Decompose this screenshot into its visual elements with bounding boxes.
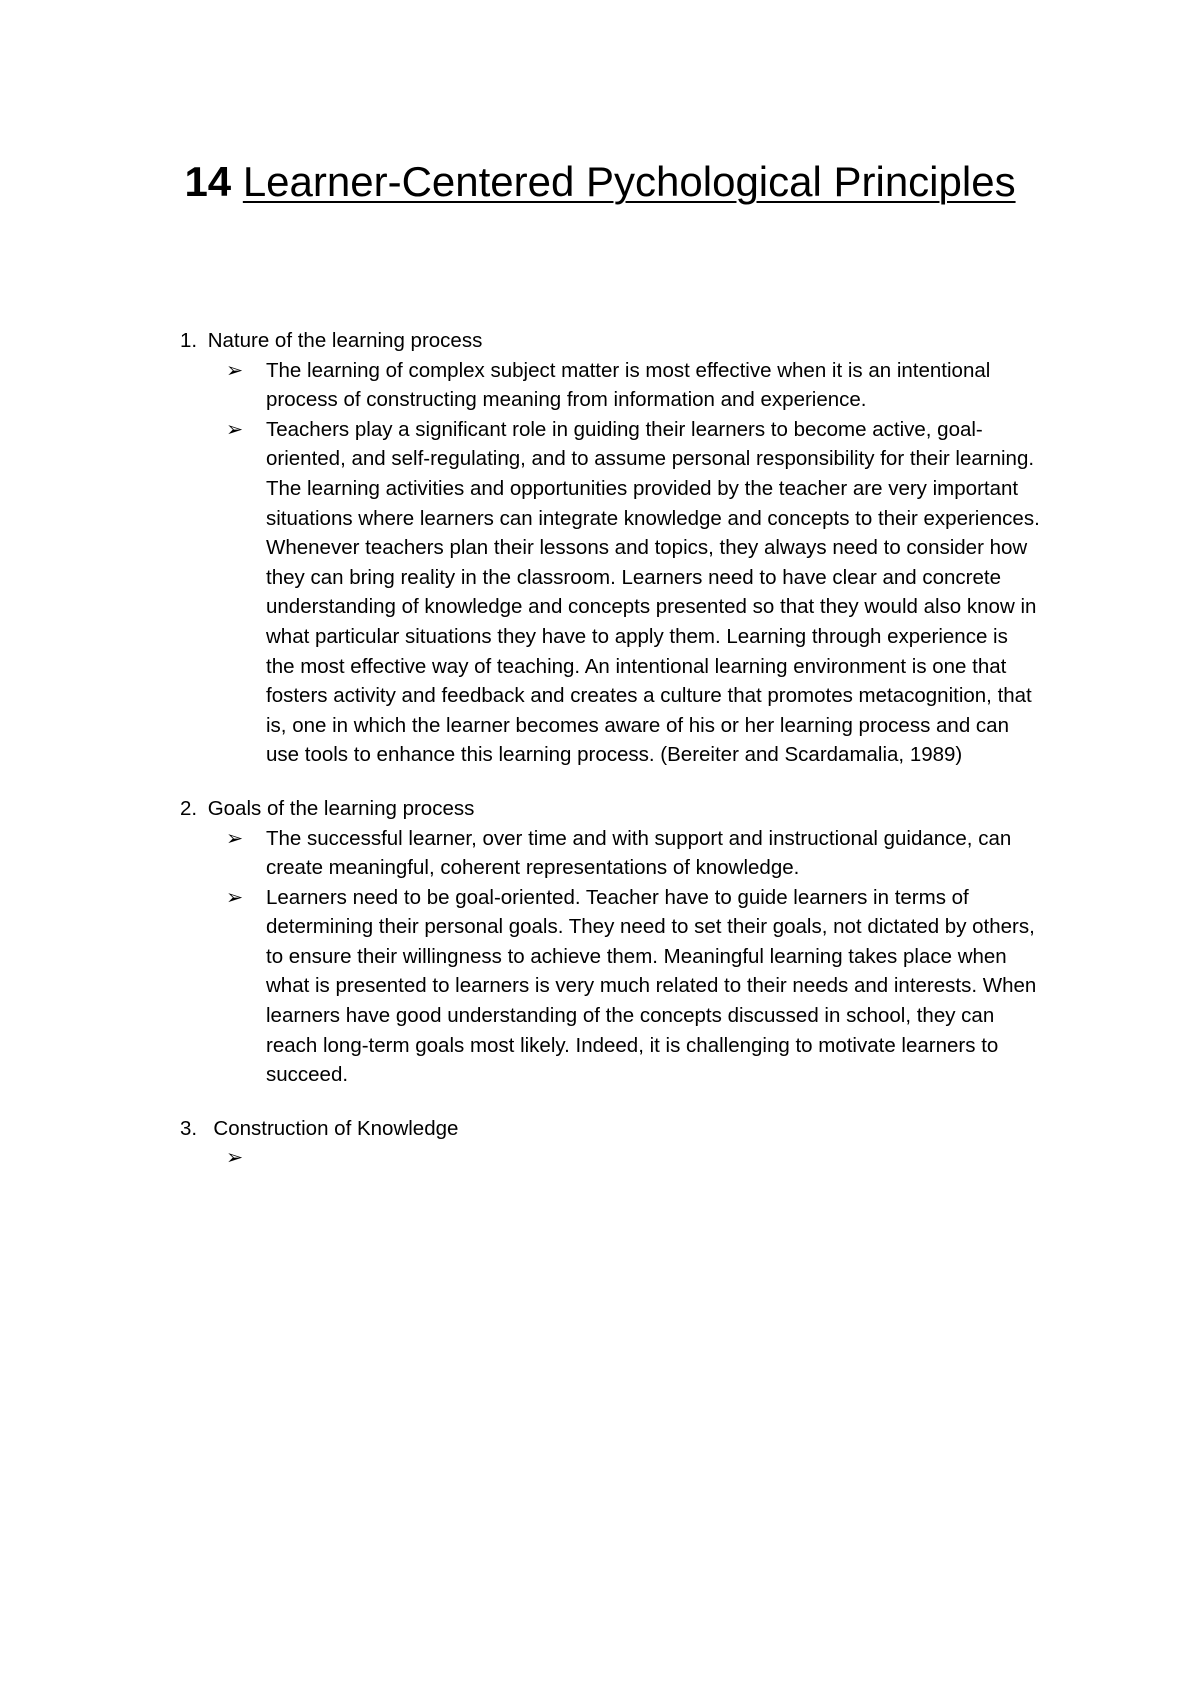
list-item: [180, 824, 1040, 883]
list-item: [180, 883, 1040, 1090]
section-construction-of-knowledge: [180, 1114, 1040, 1173]
list-item: [180, 1143, 1040, 1173]
bullet-text: [266, 1143, 1040, 1173]
arrowhead-bullet-icon: ➢: [226, 885, 244, 909]
arrowhead-bullet-icon: ➢: [226, 358, 244, 382]
section-title: Construction of Knowledge: [213, 1116, 459, 1140]
section-number: 1.: [180, 329, 198, 352]
section-number: 3.: [180, 1116, 198, 1140]
section-heading: [180, 794, 1040, 824]
list-item: [180, 356, 1040, 415]
section-goals-of-learning: [180, 794, 1040, 1090]
list-item: [180, 415, 1040, 770]
arrowhead-bullet-icon: ➢: [226, 826, 244, 850]
section-title: Nature of the learning process: [207, 329, 483, 352]
title-number: 14: [184, 158, 232, 205]
arrowhead-bullet-icon: ➢: [226, 417, 244, 441]
section-heading: [180, 1114, 1040, 1144]
bullet-text: The learning of complex subject matter is most effective when it is an intentional process of constructing meaning from information and experience.: [266, 358, 991, 412]
bullet-text: Learners need to be goal-oriented. Teacher have to guide learners in terms of determining their personal goals. They need to set their goals, not dictated by others, to ensure their willingness to achieve them. Meaningful learning takes place when what is presented to learners is very much related to their needs and interests. When learners have good understanding of the concepts discussed in school, they can reach long-term goals most likely. Indeed, it is challenging to motivate learners to succeed.: [266, 885, 1037, 1087]
section-nature-of-learning: [180, 326, 1040, 770]
page-title: [150, 150, 1050, 214]
document-body: [180, 326, 1040, 1197]
bullet-text: The successful learner, over time and with support and instructional guidance, can create meaningful, coherent representations of knowledge.: [266, 826, 1012, 880]
section-number: 2.: [180, 796, 198, 820]
title-text: Learner-Centered Pychological Principles: [242, 158, 1016, 205]
bullet-text: Teachers play a significant role in guiding their learners to become active, goal-oriented, and self-regulating, and to assume personal responsibility for their learning. The learning activities and opportunities provided by the teacher are very important situations where learners can integrate knowledge and concepts to their experiences. Whenever teachers plan their lessons and topics, they always need to consider how they can bring reality in the classroom. Learners need to have clear and concrete understanding of knowledge and concepts presented so that they would also know in what particular situations they have to apply them. Learning through experience is the most effective way of teaching. An intentional learning environment is one that fosters activity and feedback and creates a culture that promotes metacognition, that is, one in which the learner becomes aware of his or her learning process and can use tools to enhance this learning process. (Bereiter and Scardamalia, 1989): [266, 417, 1040, 767]
arrowhead-bullet-icon: ➢: [226, 1146, 244, 1170]
section-title: Goals of the learning process: [207, 796, 475, 820]
section-heading: [180, 326, 1040, 356]
